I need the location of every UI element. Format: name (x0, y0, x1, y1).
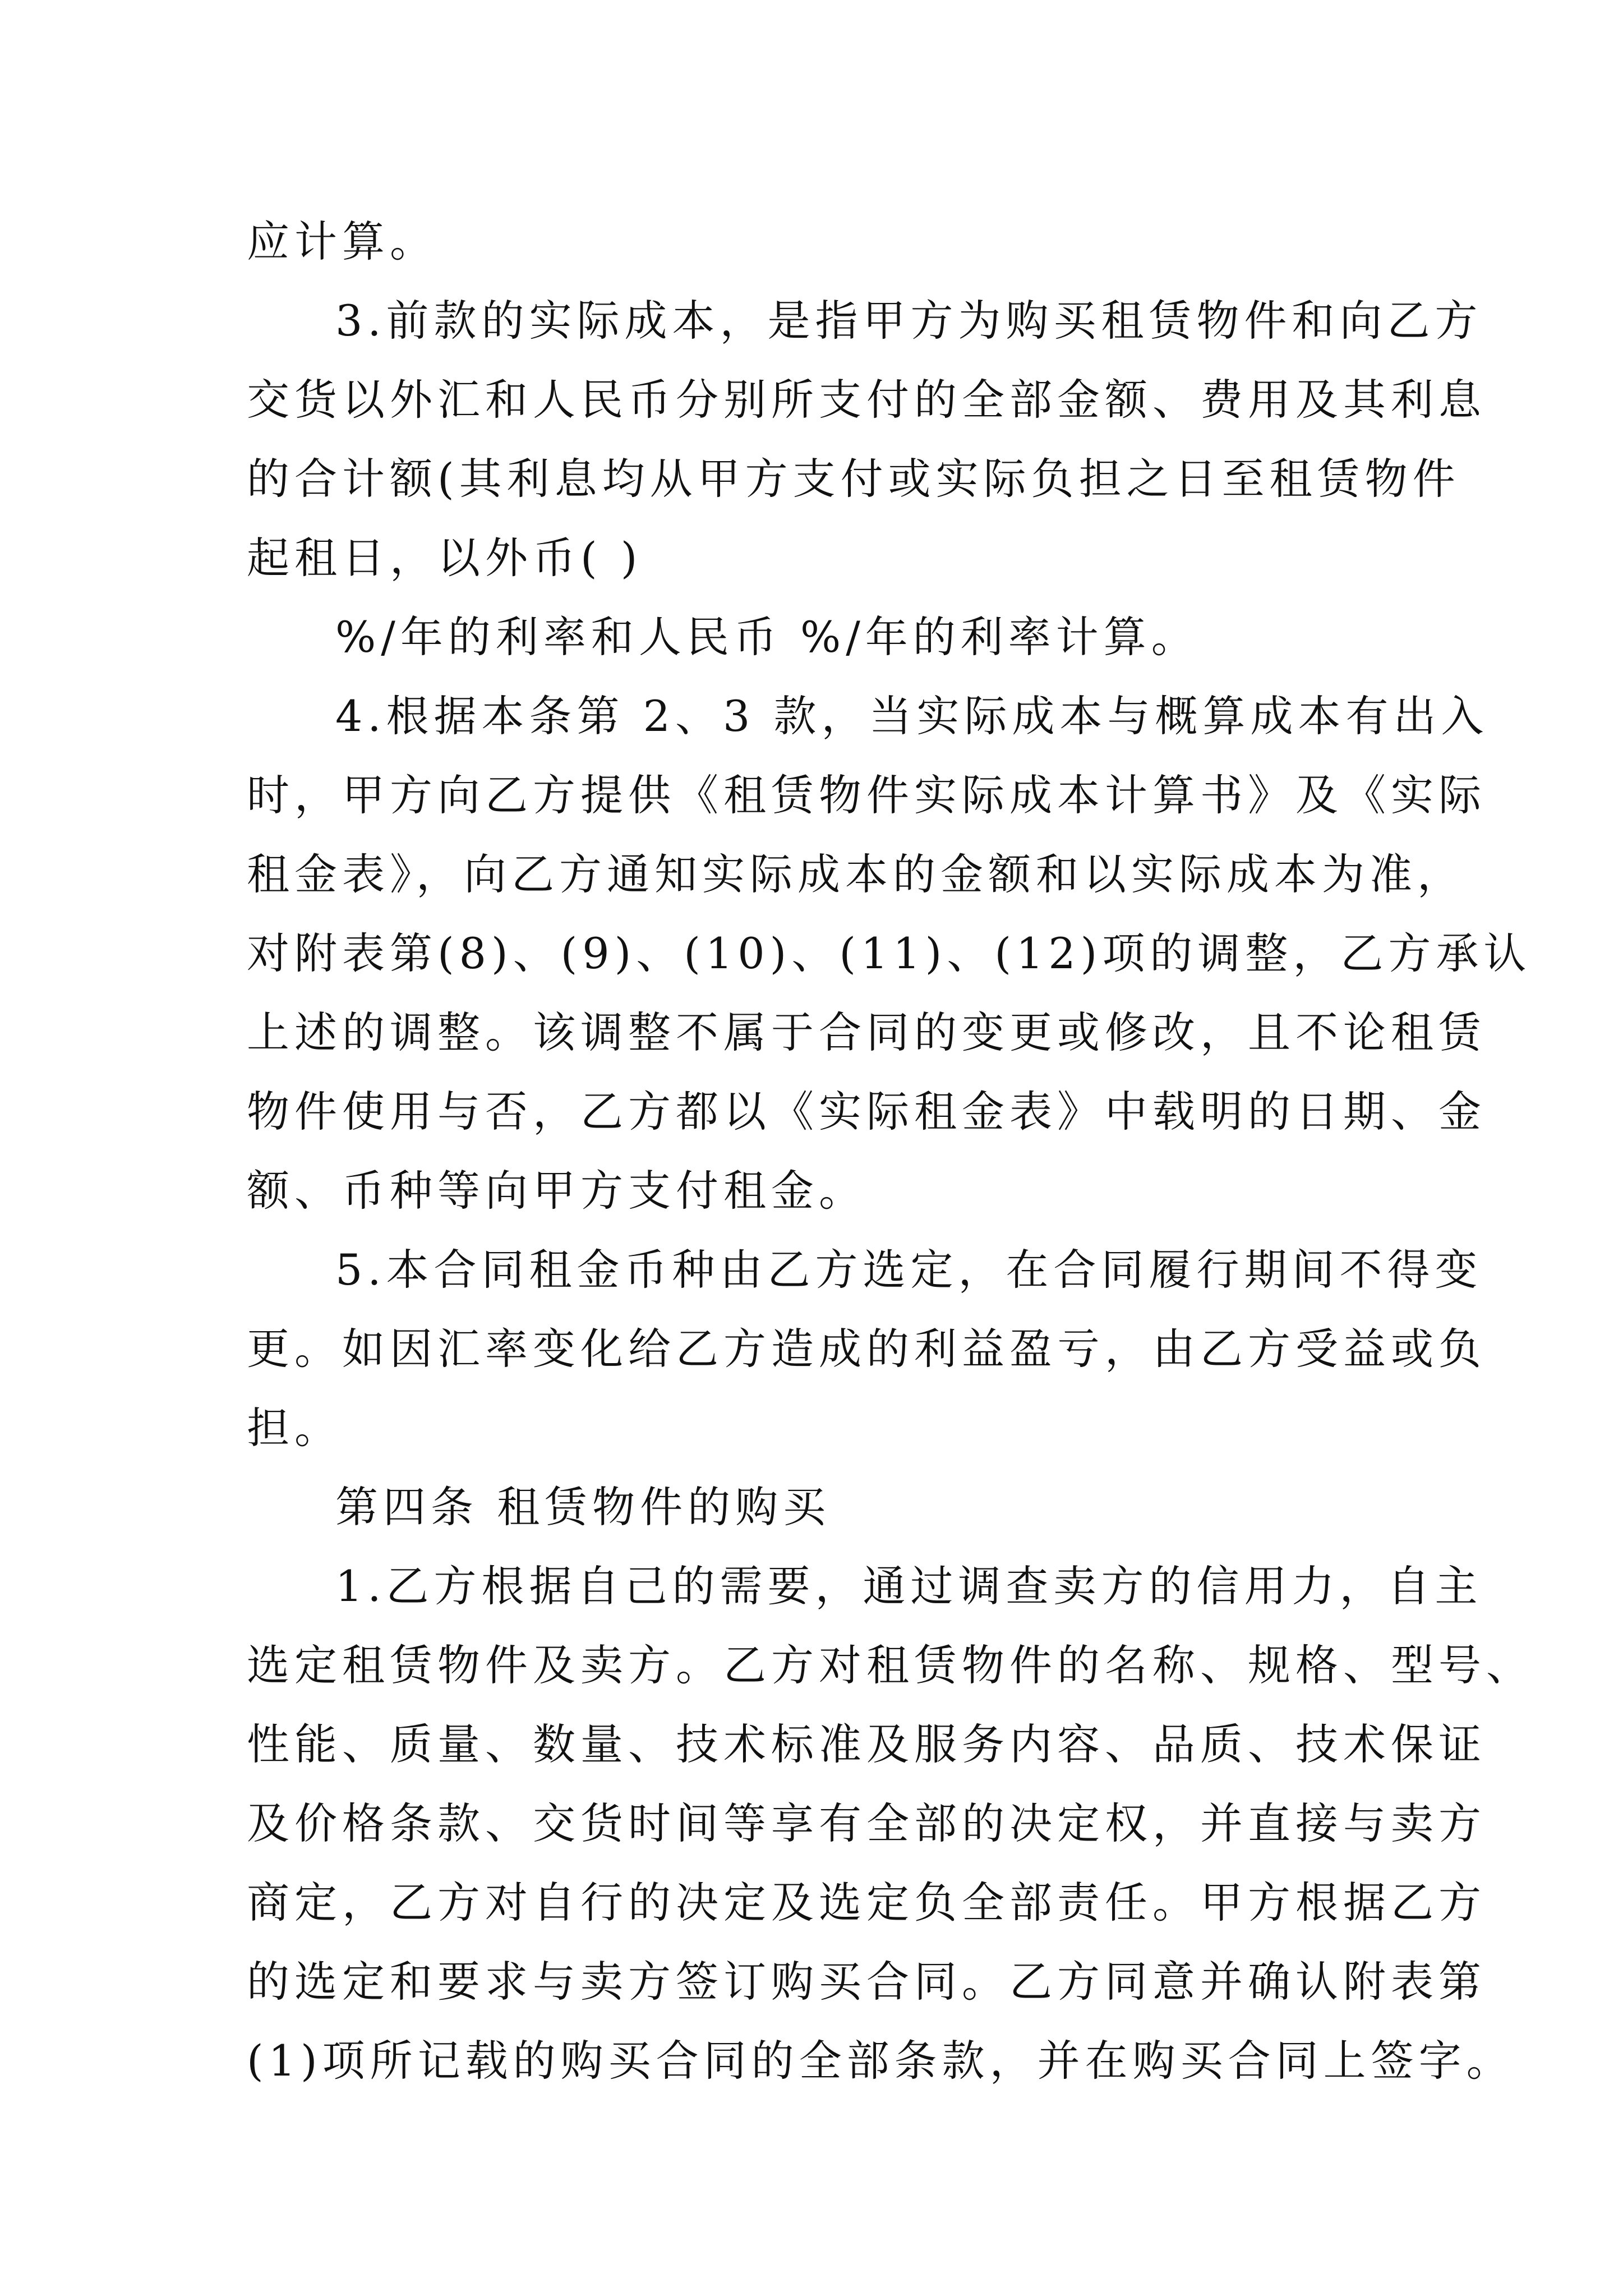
text-line: 担。 (247, 1403, 342, 1453)
text-line: 物件使用与否，乙方都以《实际租金表》中载明的日期、金 (247, 1087, 1486, 1137)
text-line: 及价格条款、交货时间等享有全部的决定权，并直接与卖方 (247, 1798, 1486, 1848)
text-line: 商定，乙方对自行的决定及选定负全部责任。甲方根据乙方 (247, 1878, 1486, 1927)
text-line: 时，甲方向乙方提供《租赁物件实际成本计算书》及《实际 (247, 770, 1486, 820)
text-line: 第四条 租赁物件的购买 (335, 1482, 831, 1532)
text-line: 对附表第(8)、(9)、(10)、(11)、(12)项的调整，乙方承认 (247, 928, 1532, 978)
text-line: 1.乙方根据自己的需要，通过调查卖方的信用力，自主 (335, 1561, 1483, 1611)
text-line: (1)项所记载的购买合同的全部条款，并在购买合同上签字。 (247, 2036, 1514, 2086)
contract-body-text (247, 202, 1534, 2100)
text-line: 额、币种等向甲方支付租金。 (247, 1166, 866, 1216)
text-line: 起租日，以外币( ) (247, 533, 643, 583)
text-line: 5.本合同租金币种由乙方选定，在合同履行期间不得变 (335, 1245, 1483, 1295)
text-line: 选定租赁物件及卖方。乙方对租赁物件的名称、规格、型号、 (247, 1640, 1534, 1690)
text-line: 的合计额(其利息均从甲方支付或实际负担之日至租赁物件 (247, 454, 1460, 504)
text-line: 4.根据本条第 2、3 款，当实际成本与概算成本有出入 (335, 691, 1489, 741)
text-line: 更。如因汇率变化给乙方造成的利益盈亏，由乙方受益或负 (247, 1324, 1486, 1374)
text-line: 性能、质量、数量、技术标准及服务内容、品质、技术保证 (247, 1719, 1486, 1769)
text-line: 的选定和要求与卖方签订购买合同。乙方同意并确认附表第 (247, 1957, 1486, 2007)
text-line: %/年的利率和人民币 %/年的利率计算。 (335, 612, 1199, 662)
text-line: 租金表》，向乙方通知实际成本的金额和以实际成本为准， (247, 849, 1465, 899)
text-line: 交货以外汇和人民币分别所支付的全部金额、费用及其利息 (247, 375, 1486, 425)
text-line: 上述的调整。该调整不属于合同的变更或修改，且不论租赁 (247, 1007, 1486, 1057)
text-line: 3.前款的实际成本，是指甲方为购买租赁物件和向乙方 (335, 296, 1483, 346)
text-line: 应计算。 (247, 217, 437, 266)
